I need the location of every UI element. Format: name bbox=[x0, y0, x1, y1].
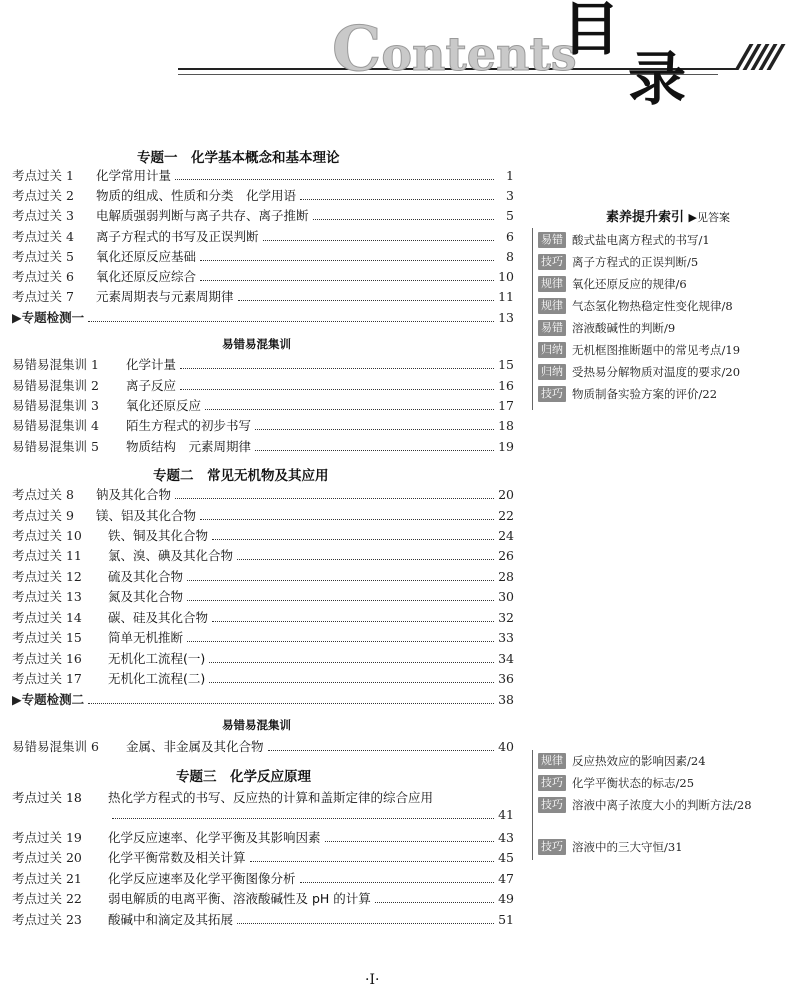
side-index-item[interactable]: 易错 溶液酸碱性的判断/9 bbox=[538, 320, 675, 337]
side-index-title: 素养提升索引 ▶见答案 bbox=[606, 210, 731, 225]
toc-row[interactable]: 考点过关 14 碳、硅及其化合物 32 bbox=[12, 610, 514, 625]
toc-row[interactable]: 考点过关 21 化学反应速率及化学平衡图像分析 47 bbox=[12, 871, 514, 886]
toc-row[interactable]: 易错易混集训 2 离子反应 16 bbox=[12, 378, 514, 393]
toc-row[interactable]: 考点过关 23 酸碱中和滴定及其拓展 51 bbox=[12, 912, 514, 927]
section-title: 专题二 常见无机物及其应用 bbox=[153, 468, 329, 484]
toc-row-continuation[interactable]: 41 bbox=[12, 806, 514, 824]
side-index-item[interactable]: 技巧 物质制备实验方案的评价/22 bbox=[538, 386, 717, 403]
toc-row[interactable]: 考点过关 12 硫及其化合物 28 bbox=[12, 569, 514, 584]
side-index-item[interactable]: 技巧 离子方程式的正误判断/5 bbox=[538, 254, 698, 271]
page-number: ·I· bbox=[365, 972, 380, 988]
toc-row[interactable]: 易错易混集训 1 化学计量 15 bbox=[12, 357, 514, 372]
toc-row[interactable]: 考点过关 7 元素周期表与元素周期律 11 bbox=[12, 289, 514, 304]
section-title: 专题一 化学基本概念和基本理论 bbox=[137, 150, 340, 166]
toc-row[interactable]: 考点过关 13 氮及其化合物 30 bbox=[12, 589, 514, 604]
side-index-item[interactable]: 归纳 受热易分解物质对温度的要求/20 bbox=[538, 364, 740, 381]
decorative-slashes bbox=[736, 44, 780, 70]
section-title: 专题三 化学反应原理 bbox=[176, 769, 311, 785]
toc-row[interactable]: 考点过关 5 氧化还原反应基础 8 bbox=[12, 249, 514, 264]
side-index-box bbox=[532, 228, 533, 410]
toc-row[interactable]: 易错易混集训 3 氧化还原反应 17 bbox=[12, 398, 514, 413]
toc-row[interactable]: 考点过关 1 化学常用计量 1 bbox=[12, 168, 514, 183]
side-index-item[interactable]: 易错 酸式盐电离方程式的书写/1 bbox=[538, 232, 710, 249]
toc-row[interactable]: 考点过关 10 铁、铜及其化合物 24 bbox=[12, 528, 514, 543]
toc-row[interactable]: 易错易混集训 5 物质结构 元素周期律 19 bbox=[12, 439, 514, 454]
toc-row[interactable]: 考点过关 11 氯、溴、碘及其化合物 26 bbox=[12, 548, 514, 563]
subsection-title: 易错易混集训 bbox=[222, 337, 291, 351]
contents-wordmark: Contents bbox=[332, 12, 577, 85]
side-index-item[interactable]: 规律 反应热效应的影响因素/24 bbox=[538, 753, 706, 770]
toc-row[interactable]: 考点过关 4 离子方程式的书写及正误判断 6 bbox=[12, 229, 514, 244]
toc-row[interactable]: 考点过关 3 电解质强弱判断与离子共存、离子推断 5 bbox=[12, 208, 514, 223]
toc-row[interactable]: 考点过关 22 弱电解质的电离平衡、溶液酸碱性及 pH 的计算 49 bbox=[12, 891, 514, 906]
toc-row[interactable]: 考点过关 15 简单无机推断 33 bbox=[12, 630, 514, 645]
toc-row[interactable]: 考点过关 2 物质的组成、性质和分类 化学用语 3 bbox=[12, 188, 514, 203]
subsection-title: 易错易混集训 bbox=[222, 718, 291, 732]
toc-row[interactable]: 考点过关 6 氧化还原反应综合 10 bbox=[12, 269, 514, 284]
side-index-item[interactable]: 技巧 化学平衡状态的标志/25 bbox=[538, 775, 694, 792]
toc-row[interactable]: 考点过关 9 镁、铝及其化合物 22 bbox=[12, 508, 514, 523]
toc-row-check[interactable]: ▶专题检测一 13 bbox=[12, 310, 514, 325]
toc-row-wide[interactable]: 考点过关 18 热化学方程式的书写、反应热的计算和盖斯定律的综合应用 bbox=[12, 790, 434, 805]
side-index-item[interactable]: 规律 气态氢化物热稳定性变化规律/8 bbox=[538, 298, 733, 315]
toc-row[interactable]: 考点过关 17 无机化工流程(二) 36 bbox=[12, 671, 514, 686]
side-index-item[interactable]: 技巧 溶液中的三大守恒/31 bbox=[538, 839, 683, 856]
side-index-note: ▶见答案 bbox=[688, 211, 731, 224]
side-index-item[interactable]: 规律 氧化还原反应的规律/6 bbox=[538, 276, 687, 293]
side-index-box bbox=[532, 750, 533, 860]
side-index-item[interactable]: 技巧 溶液中离子浓度大小的判断方法/28 bbox=[538, 797, 778, 814]
toc-row[interactable]: 考点过关 8 钠及其化合物 20 bbox=[12, 487, 514, 502]
toc-row[interactable]: 考点过关 20 化学平衡常数及相关计算 45 bbox=[12, 850, 514, 865]
side-index-item[interactable]: 归纳 无机框图推断题中的常见考点/19 bbox=[538, 342, 740, 359]
toc-row[interactable]: 考点过关 19 化学反应速率、化学平衡及其影响因素 43 bbox=[12, 830, 514, 845]
heading-char-lu: 录 bbox=[628, 45, 687, 113]
toc-row[interactable]: 易错易混集训 6 金属、非金属及其化合物 40 bbox=[12, 739, 514, 754]
toc-row[interactable]: 考点过关 16 无机化工流程(一) 34 bbox=[12, 651, 514, 666]
heading-char-mu: 目 bbox=[562, 0, 621, 63]
toc-row[interactable]: 易错易混集训 4 陌生方程式的初步书写 18 bbox=[12, 418, 514, 433]
toc-row-check[interactable]: ▶专题检测二 38 bbox=[12, 692, 514, 707]
